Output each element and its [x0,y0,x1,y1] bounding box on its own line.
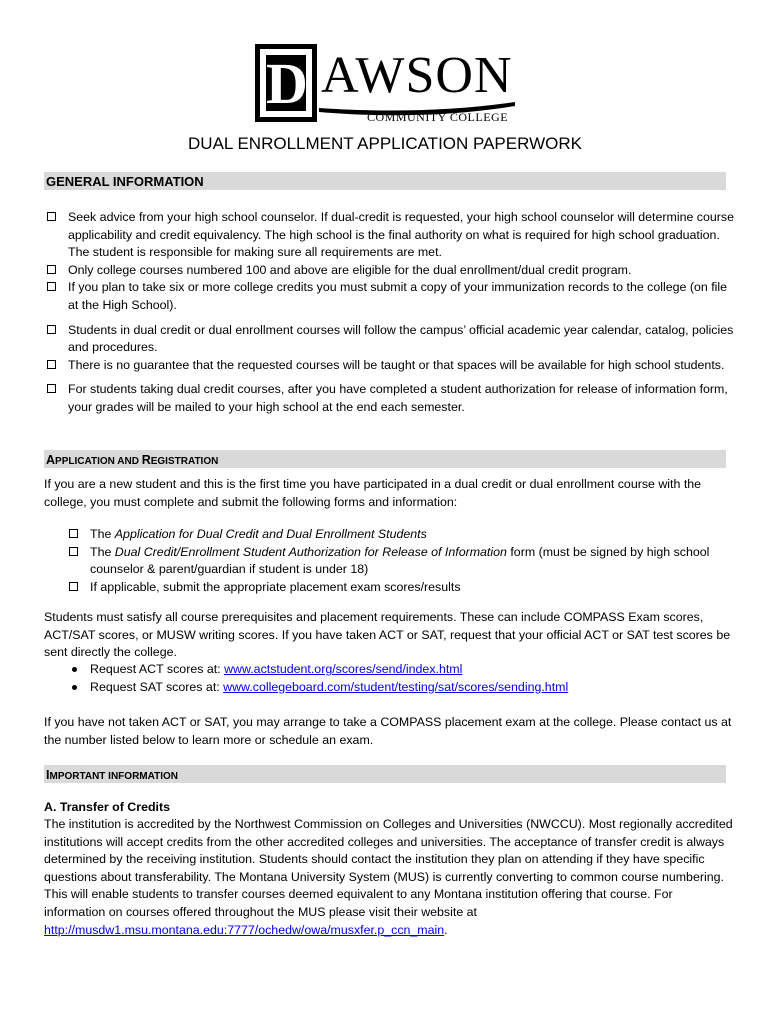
general-checklist [47,209,737,417]
compass-paragraph: If you have not taken ACT or SAT, you may arrange to take a COMPASS placement exam at the college. Please contact us at the number listed below to learn more or schedule an exam. [44,715,732,747]
general-item [47,322,737,357]
important-information-heading: IMPORTANT INFORMATION [44,765,726,783]
general-item [47,357,737,375]
application-registration-heading: APPLICATION AND REGISTRATION [44,450,726,468]
logo-subtitle: COMMUNITY COLLEGE [367,110,509,124]
logo-initial: D [266,51,308,116]
general-item [47,279,737,314]
application-intro: If you are a new student and this is the first time you have participated in a dual credit or dual enrollment course with the college, you must complete and submit the following forms and information: [44,477,702,509]
bullet [72,685,77,690]
checkbox[interactable] [47,282,56,291]
general-item [47,381,737,416]
checkbox[interactable] [69,547,78,556]
logo-d-box [255,44,317,122]
prerequisites-paragraph: Students must satisfy all course prerequisites and placement requirements. These can include COMPASS Exam scores, ACT/SAT scores, or MUSW writing scores. If you have taken ACT or SAT, request that your official ACT or SAT test scores be sent directly the college. [44,610,731,660]
checkbox[interactable] [47,325,56,334]
general-information-heading: GENERAL INFORMATION [44,172,726,190]
general-item-text: For students taking dual credit courses, after you have completed a student authorization for release of information form, your grades will be mailed to your high school at the end each semester. [68,382,728,414]
general-item [47,262,737,280]
transfer-credits-title: A. Transfer of Credits [44,800,170,814]
bullet [72,667,77,672]
document-title: DUAL ENROLLMENT APPLICATION PAPERWORK [188,134,582,153]
transfer-credits-paragraph: The institution is accredited by the Northwest Commission on Colleges and Universities (NWCCU). Most regionally accredited institutions will accept credits from the other accredited colleges and universities. The acceptance of transfer credit is always determined by the receiving institution. Students should contact the institution they plan on attending if they have specific questions about transferability. The Montana University System (MUS) is currently converting to common course numbering. This will enable students to transfer courses deemed equivalent to any Montana institution offering that course. For information on courses offered throughout the MUS please visit their website at http://musdw1.msu.montana.edu:7777/ochedw/owa/musxfer.p_ccn_main. [44,817,733,937]
general-item-text: If you plan to take six or more college credits you must submit a copy of your immunization records to the college (on file at the High School). [68,280,728,312]
form-item: The Application for Dual Credit and Dual Enrollment Students [69,526,729,544]
act-scores-link[interactable]: www.actstudent.org/scores/send/index.html [224,662,463,676]
checkbox[interactable] [47,360,56,369]
general-item-text: There is no guarantee that the requested courses will be taught or that spaces will be available for high school students. [68,357,725,372]
sat-scores-link[interactable]: www.collegeboard.com/student/testing/sat/scores/sending.html [223,679,569,694]
checkbox[interactable] [47,212,56,221]
checkbox[interactable] [69,529,78,538]
general-item-text: Only college courses numbered 100 and above are eligible for the dual enrollment/dual credit program. [68,262,632,277]
checkbox[interactable] [47,384,56,393]
checkbox[interactable] [47,265,56,274]
general-item [47,209,737,262]
checkbox[interactable] [69,582,78,591]
college-logo [255,44,517,128]
general-item-text: Students in dual credit or dual enrollment courses will follow the campus’ official academic year calendar, catalog, policies and procedures. [68,322,734,355]
act-request-item: Request ACT scores at: www.actstudent.org/scores/send/index.html [69,661,729,679]
mus-course-link[interactable]: http://musdw1.msu.montana.edu:7777/ochedw/owa/musxfer.p_ccn_main [44,922,445,937]
form-item: The Dual Credit/Enrollment Student Authorization for Release of Information form (must be signed by high school counselor & parent/guardian if student is under 18) [69,544,729,579]
sat-request-item: Request SAT scores at: www.collegeboard.com/student/testing/sat/scores/sending.html [69,679,729,697]
forms-checklist [69,526,729,596]
score-request-list [69,661,729,696]
general-item-text: Seek advice from your high school counselor. If dual-credit is requested, your high school counselor will determine course applicability and credit equivalency. The high school is the final authority on what is required for high school graduation. The student is responsible for making sure all requirements are met. [68,210,734,260]
form-item: If applicable, submit the appropriate placement exam scores/results [69,579,729,597]
logo-name: AWSON [321,47,513,104]
